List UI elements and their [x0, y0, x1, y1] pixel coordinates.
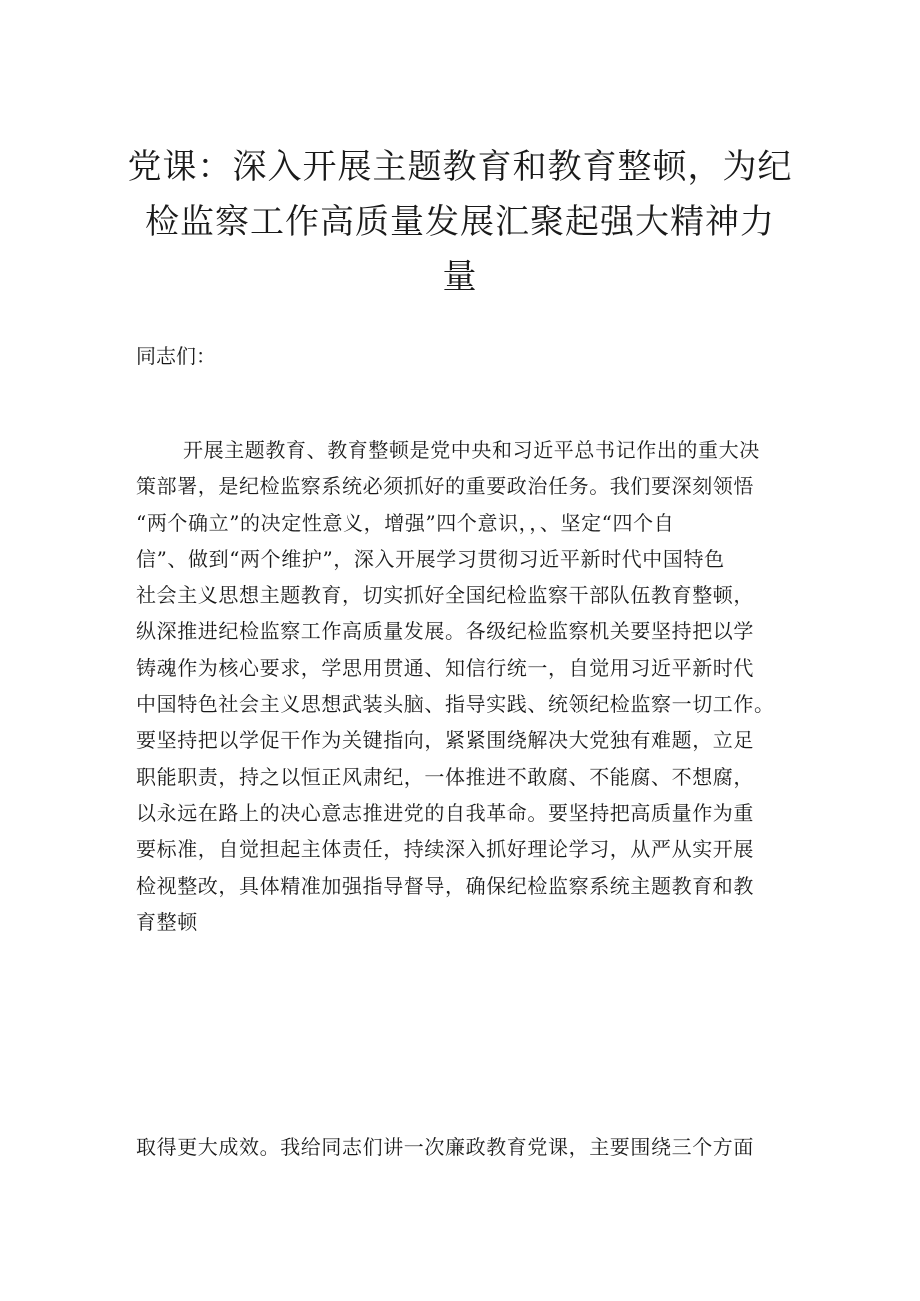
- paragraph-line: 育整顿: [136, 909, 198, 934]
- title-line: 检监察工作高质量发展汇聚起强大精神力: [145, 202, 775, 242]
- title-line: 量: [442, 257, 478, 297]
- paragraph-line: 中国特色社会主义思想武装头脑、指导实践、统领纪检监察一切工作。: [136, 692, 775, 717]
- title-line: 党课：深入开展主题教育和教育整顿，为纪: [127, 147, 793, 187]
- paragraph-line: 职能职责，持之以恒正风肃纪，一体推进不敢腐、不能腐、不想腐，: [136, 764, 754, 789]
- paragraph-line: 要标准，自觉担起主体责任，持续深入抓好理论学习，从严从实开展: [136, 837, 754, 862]
- paragraph-line: 策部署，是纪检监察系统必须抓好的重要政治任务。我们要深刻领悟: [136, 474, 754, 499]
- paragraph-line: 检视整改，具体精准加强指导督导，确保纪检监察系统主题教育和教: [136, 873, 754, 898]
- paragraph-line: 铸魂作为核心要求，学思用贯通、知信行统一，自觉用习近平新时代: [136, 655, 754, 680]
- paragraph-line: 纵深推进纪检监察工作高质量发展。各级纪检监察机关要坚持把以学: [136, 619, 754, 644]
- paragraph-line: 开展主题教育、教育整顿是党中央和习近平总书记作出的重大决: [183, 438, 760, 462]
- salutation: 同志们：: [136, 344, 216, 368]
- paragraph-line: “两个确立”的决定性意义，增强”四个意识，，、坚定“四个自: [136, 510, 675, 535]
- paragraph-line: 社会主义思想主题教育，切实抓好全国纪检监察干部队伍教育整顿，: [136, 583, 754, 608]
- paragraph-line: 信”、做到“两个维护”，深入开展学习贯彻习近平新时代中国特色: [136, 546, 725, 571]
- paragraph-line: 以永远在路上的决心意志推进党的自我革命。要坚持把高质量作为重: [136, 800, 754, 825]
- body-paragraph: [136, 436, 796, 944]
- paragraph-line: 要坚持把以学促干作为关键指向，紧紧围绕解决大党独有难题，立足: [136, 728, 754, 753]
- document-title: [120, 140, 800, 305]
- closing-line: 取得更大成效。我给同志们讲一次廉政教育党课，主要围绕三个方面: [136, 1135, 754, 1159]
